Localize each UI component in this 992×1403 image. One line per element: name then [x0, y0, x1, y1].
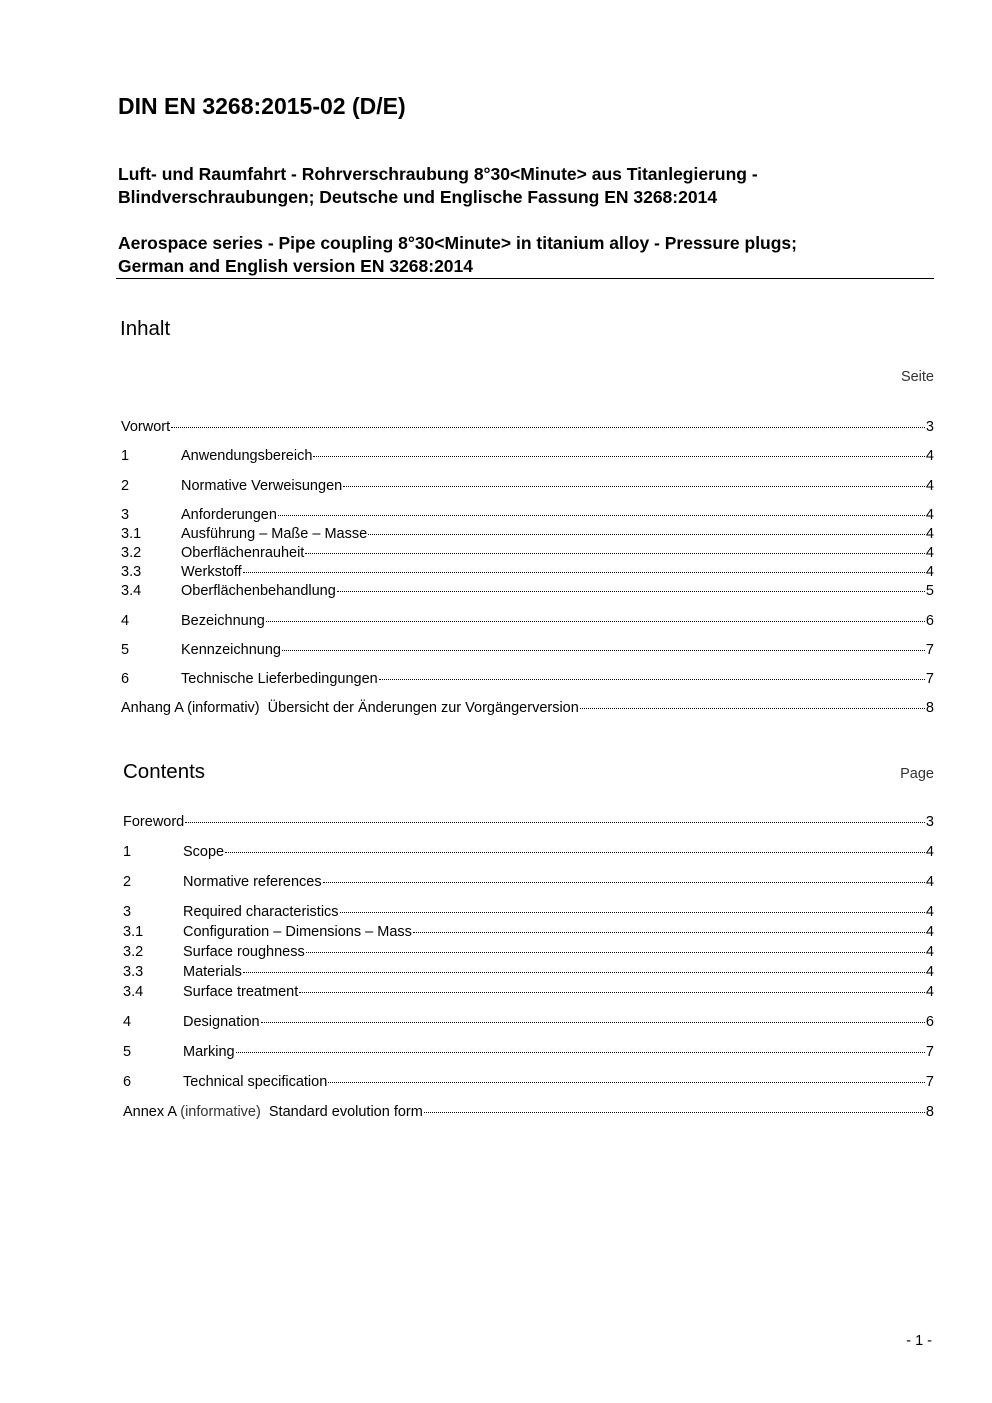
toc-entry-leader-dots	[368, 534, 925, 535]
toc-entry-page: 8	[925, 1104, 934, 1120]
toc-entry-number: 6	[121, 671, 130, 687]
toc-page-label-seite: Seite	[900, 369, 934, 385]
toc-entry-leader-dots	[328, 1082, 925, 1083]
toc-entry-leader-dots	[343, 486, 925, 487]
toc-entry[interactable]	[123, 1073, 934, 1092]
toc-entry-leader-dots	[185, 822, 925, 823]
toc-entry-number: 3	[123, 904, 132, 920]
toc-entry-number: 2	[123, 874, 132, 890]
toc-entry-leader-dots	[413, 932, 925, 933]
toc-entry[interactable]	[121, 699, 934, 718]
toc-entry-page: 4	[925, 964, 934, 980]
toc-entry-label: Vorwort	[121, 419, 171, 435]
toc-entry-number: 4	[121, 613, 130, 629]
toc-entry-leader-dots	[243, 972, 925, 973]
toc-entry[interactable]	[123, 843, 934, 862]
toc-entry-number: 3.2	[123, 944, 144, 960]
toc-entry-leader-dots	[225, 852, 925, 853]
toc-entry[interactable]	[121, 612, 934, 631]
toc-entry-page: 5	[925, 583, 934, 599]
toc-entry-number: 3.1	[123, 924, 144, 940]
toc-entry-page: 4	[925, 904, 934, 920]
toc-entry-number: 4	[123, 1014, 132, 1030]
toc-entry-label-qualifier: (informative)	[180, 1104, 269, 1120]
toc-entry[interactable]	[123, 963, 934, 982]
toc-entry-label-text: Standard evolution form	[268, 1104, 423, 1120]
toc-entry[interactable]	[121, 641, 934, 660]
toc-entry[interactable]	[123, 813, 934, 832]
toc-entry-label: Anwendungsbereich	[181, 448, 313, 464]
toc-entry-leader-dots	[306, 952, 925, 953]
toc-entry-page: 4	[925, 944, 934, 960]
toc-entry-leader-dots	[299, 992, 925, 993]
toc-entry-leader-dots	[580, 708, 925, 709]
title-german-line-1: Luft- und Raumfahrt - Rohrverschraubung 8°30<Minute> aus Titanlegierung -	[118, 164, 758, 184]
title-divider	[116, 278, 934, 279]
toc-entry[interactable]	[121, 544, 934, 563]
toc-entry-page: 7	[925, 671, 934, 687]
title-english-line-2: German and English version EN 3268:2014	[118, 256, 474, 276]
toc-entry-page: 4	[925, 874, 934, 890]
toc-entry-leader-dots	[278, 515, 925, 516]
toc-entry-leader-dots	[305, 553, 925, 554]
toc-entry-label: Configuration – Dimensions – Mass	[183, 924, 412, 940]
toc-entry-number: 3.1	[121, 526, 142, 542]
toc-entry-label: Marking	[183, 1044, 235, 1060]
toc-entry-label: Technische Lieferbedingungen	[181, 671, 378, 687]
toc-entry-page: 7	[925, 1044, 934, 1060]
toc-entry-number: 3.4	[121, 583, 142, 599]
toc-entry-number: 3.4	[123, 984, 144, 1000]
toc-entry-leader-dots	[323, 882, 925, 883]
toc-entry-label: Surface roughness	[183, 944, 305, 960]
toc-entry-page: 4	[925, 844, 934, 860]
toc-entry-leader-dots	[313, 456, 925, 457]
toc-entry-number: 3	[121, 507, 130, 523]
toc-entry[interactable]	[123, 1103, 934, 1122]
toc-entry[interactable]	[121, 582, 934, 601]
page-number: - 1 -	[906, 1333, 932, 1349]
toc-entry-leader-dots	[171, 427, 925, 428]
toc-entry[interactable]	[121, 670, 934, 689]
toc-entry[interactable]	[123, 1013, 934, 1032]
toc-entry-label: Anhang A (informativ) Übersicht der Änderungen zur Vorgängerversion	[121, 700, 579, 716]
toc-entry-page: 4	[925, 564, 934, 580]
toc-entry[interactable]	[121, 477, 934, 496]
toc-entry-page: 4	[925, 984, 934, 1000]
toc-entry-number: 3.3	[121, 564, 142, 580]
toc-entry[interactable]	[123, 943, 934, 962]
toc-entry-page: 4	[925, 526, 934, 542]
toc-entry-label: Surface treatment	[183, 984, 299, 1000]
title-english	[118, 232, 797, 278]
toc-entry-leader-dots	[337, 591, 925, 592]
toc-entry-number: 5	[123, 1044, 132, 1060]
toc-entry-page: 6	[925, 1014, 934, 1030]
toc-entry-label: Normative references	[183, 874, 322, 890]
toc-entry-page: 4	[925, 507, 934, 523]
toc-entry-number: 3.3	[123, 964, 144, 980]
toc-entry-label: Ausführung – Maße – Masse	[181, 526, 368, 542]
toc-entry[interactable]	[121, 506, 934, 525]
toc-entry-number: 6	[123, 1074, 132, 1090]
toc-entry[interactable]	[123, 983, 934, 1002]
toc-entry-number: 2	[121, 478, 130, 494]
toc-entry-label: Normative Verweisungen	[181, 478, 343, 494]
toc-entry-leader-dots	[340, 912, 925, 913]
toc-entry-label: Bezeichnung	[181, 613, 265, 629]
toc-entry-label: Materials	[183, 964, 242, 980]
toc-entry-page: 4	[925, 478, 934, 494]
toc-entry-number: 5	[121, 642, 130, 658]
toc-entry-label-prefix: Annex A	[123, 1104, 181, 1120]
toc-entry-page: 7	[925, 1074, 934, 1090]
toc-entry-label: Foreword	[123, 814, 185, 830]
toc-entry-label: Werkstoff	[181, 564, 242, 580]
toc-entry[interactable]	[123, 903, 934, 922]
toc-entry-label: Kennzeichnung	[181, 642, 281, 658]
toc-entry[interactable]	[123, 873, 934, 892]
title-english-line-1: Aerospace series - Pipe coupling 8°30<Minute> in titanium alloy - Pressure plugs;	[118, 233, 797, 253]
toc-entry-label: Technical specification	[183, 1074, 328, 1090]
toc-entry-number: 3.2	[121, 545, 142, 561]
toc-entry-leader-dots	[243, 572, 925, 573]
toc-entry-number: 1	[123, 844, 132, 860]
toc-entry-label: Required characteristics	[183, 904, 339, 920]
toc-entry[interactable]	[121, 525, 934, 544]
toc-entry[interactable]	[123, 923, 934, 942]
toc-entry[interactable]	[123, 1043, 934, 1062]
toc-entry-leader-dots	[282, 650, 925, 651]
toc-entry-page: 4	[925, 924, 934, 940]
toc-entry-page: 4	[925, 545, 934, 561]
document-id: DIN EN 3268:2015-02 (D/E)	[118, 93, 406, 119]
toc-entry-page: 4	[925, 448, 934, 464]
toc-entry-page: 3	[925, 419, 934, 435]
toc-entry-label: Oberflächenrauheit	[181, 545, 305, 561]
toc-entry-leader-dots	[424, 1112, 925, 1113]
toc-entry-leader-dots	[379, 679, 925, 680]
toc-entry-page: 3	[925, 814, 934, 830]
toc-entry-leader-dots	[261, 1022, 925, 1023]
toc-entry-page: 6	[925, 613, 934, 629]
toc-entry-page: 8	[925, 700, 934, 716]
toc-entry-label: Oberflächenbehandlung	[181, 583, 336, 599]
toc-entry-label	[123, 1103, 423, 1122]
toc-entry-label: Designation	[183, 1014, 260, 1030]
toc-heading-contents: Contents	[123, 760, 206, 783]
toc-heading-inhalt: Inhalt	[120, 317, 171, 340]
toc-page-label-page: Page	[900, 766, 934, 782]
toc-entry-label: Scope	[183, 844, 225, 860]
toc-entry-label: Anforderungen	[181, 507, 277, 523]
toc-entry-page: 7	[925, 642, 934, 658]
toc-entry[interactable]	[121, 418, 934, 437]
title-german	[118, 163, 758, 209]
toc-entry-leader-dots	[236, 1052, 925, 1053]
toc-entry[interactable]	[121, 447, 934, 466]
toc-entry-leader-dots	[266, 621, 925, 622]
toc-entry[interactable]	[121, 563, 934, 582]
toc-entry-number: 1	[121, 448, 130, 464]
title-german-line-2: Blindverschraubungen; Deutsche und Englische Fassung EN 3268:2014	[118, 187, 718, 207]
